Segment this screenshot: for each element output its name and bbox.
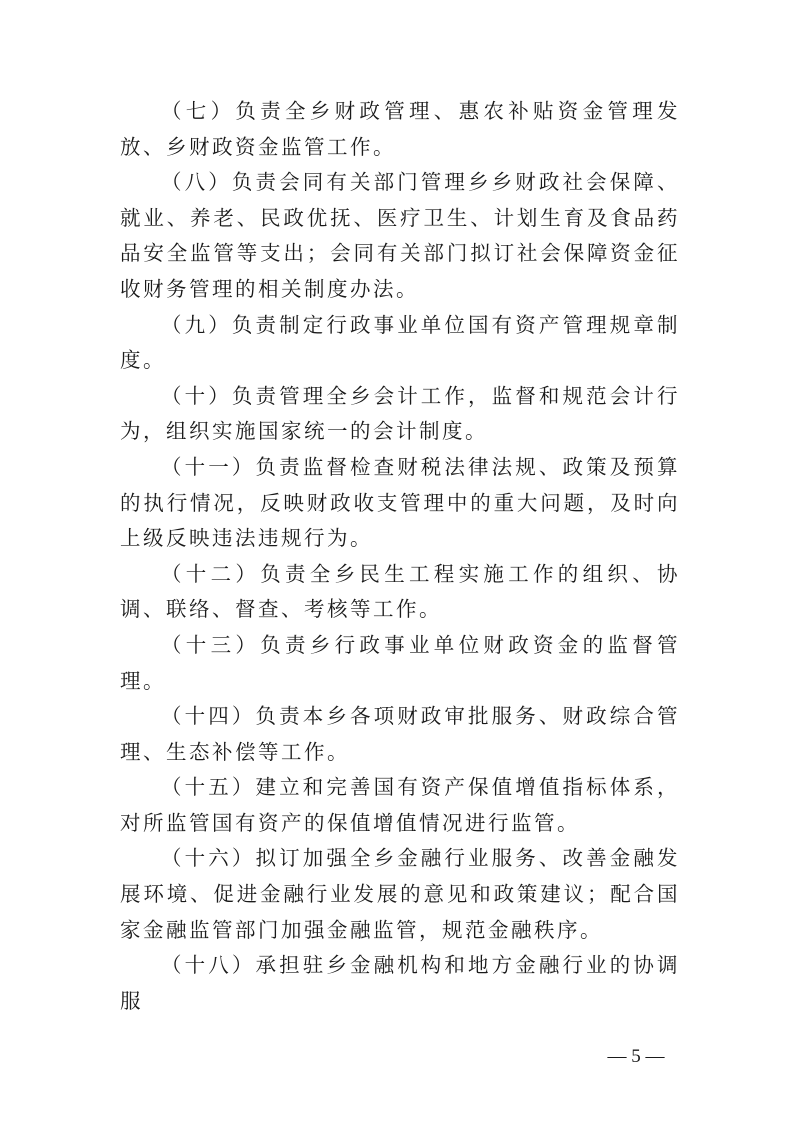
paragraph-7: （七）负责全乡财政管理、惠农补贴资金管理发放、乡财政资金监管工作。	[120, 99, 680, 159]
paragraph-16: （十六）拟订加强全乡金融行业服务、改善金融发展环境、促进金融行业发展的意见和政策建议；配合国家金融监管部门加强金融监管，规范金融秩序。	[120, 846, 680, 942]
paragraph-10: （十）负责管理全乡会计工作，监督和规范会计行为，组织实施国家统一的会计制度。	[120, 383, 680, 444]
paragraph-13: （十三）负责乡行政事业单位财政资金的监督管理。	[120, 632, 680, 693]
page-number: — 5 —	[607, 1046, 665, 1067]
paragraph-15: （十五）建立和完善国有资产保值增值指标体系，对所监管国有资产的保值增值情况进行监管。	[120, 775, 680, 835]
paragraph-9: （九）负责制定行政事业单位国有资产管理规章制度。	[120, 312, 680, 373]
paragraph-12: （十二）负责全乡民生工程实施工作的组织、协调、联络、督查、考核等工作。	[120, 561, 680, 622]
paragraph-18: （十八）承担驻乡金融机构和地方金融行业的协调服	[120, 953, 680, 1013]
paragraph-8: （八）负责会同有关部门管理乡乡财政社会保障、就业、养老、民政优抚、医疗卫生、计划生育及食品药品安全监管等支出；会同有关部门拟订社会保障资金征收财务管理的相关制度办法。	[120, 170, 680, 301]
paragraph-11: （十一）负责监督检查财税法律法规、政策及预算的执行情况，反映财政收支管理中的重大问题，及时向上级反映违法违规行为。	[120, 454, 680, 551]
paragraph-14: （十四）负责本乡各项财政审批服务、财政综合管理、生态补偿等工作。	[120, 704, 680, 764]
body-text	[120, 94, 680, 1019]
